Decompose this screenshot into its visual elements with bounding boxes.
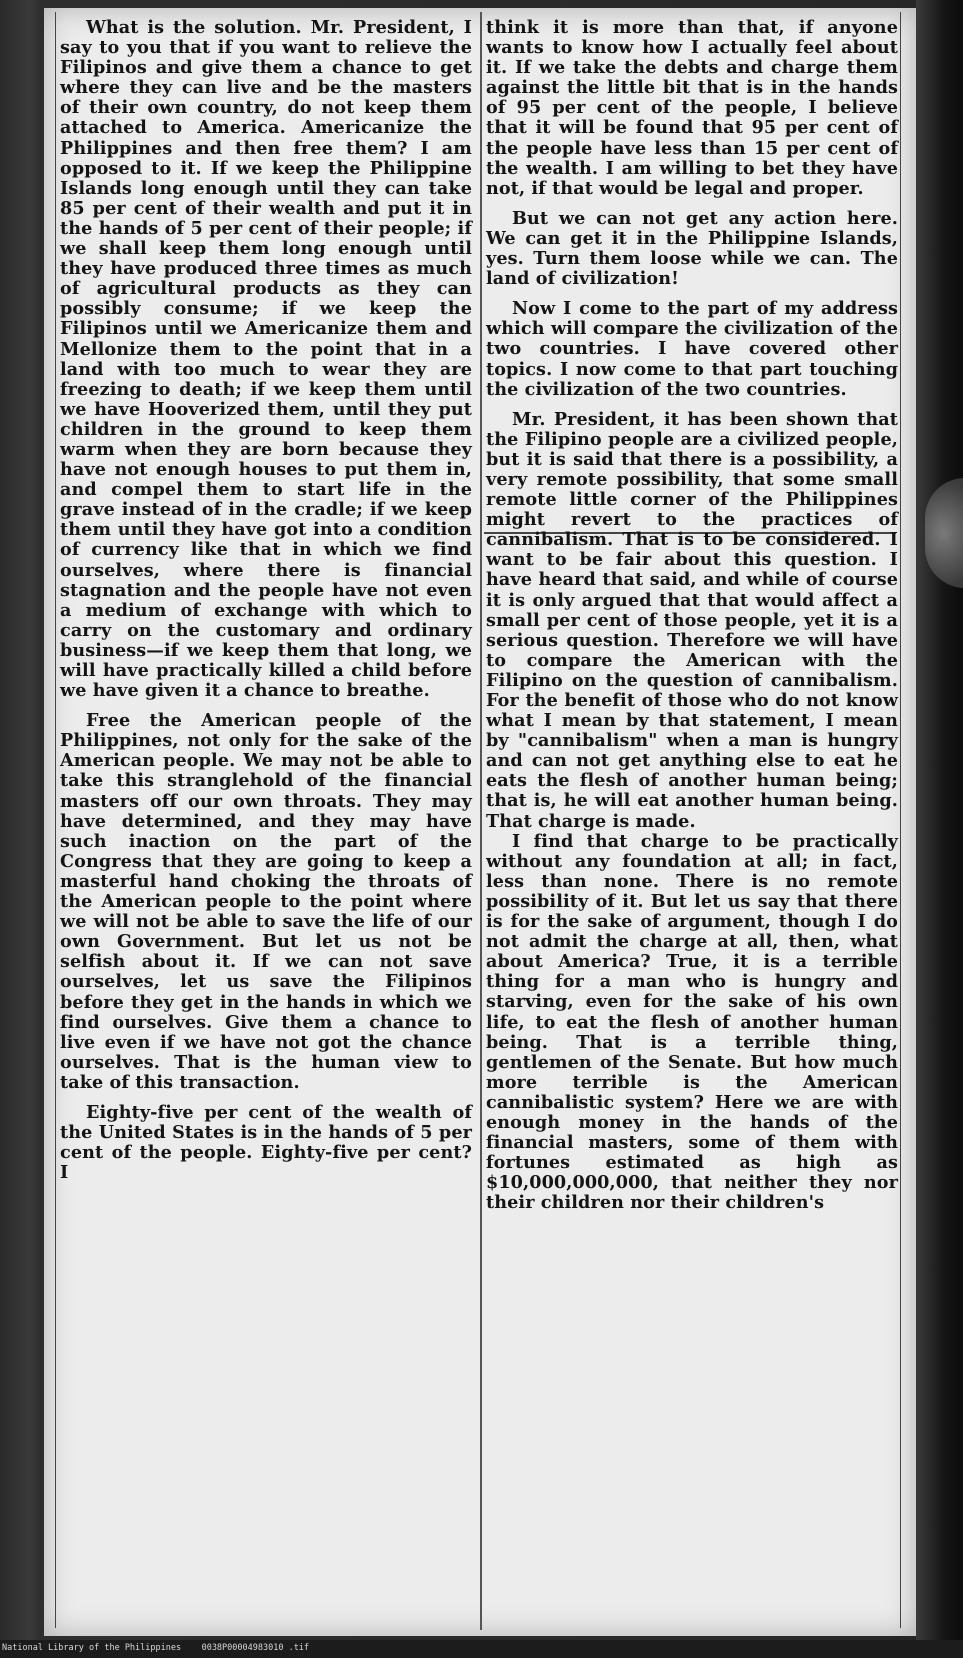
left-border-rule [55, 12, 56, 1628]
book-binding-edge [916, 0, 963, 1640]
paragraph: think it is more than that, if anyone wants to know how I actually feel about it. If we take the debts and charge them against the little bit that is in the hands of 95 per cent of the people, I believe that it will be found that 95 per cent of the people have less than 15 per cent of the wealth. I am willing to bet they have not, if that would be legal and proper. [486, 17, 898, 199]
column-divider [480, 12, 482, 1630]
scan-footer: National Library of the Philippines 0038P00004983010 .tif [2, 1643, 310, 1653]
paragraph: Eighty-five per cent of the wealth of the United States is in the hands of 5 per cent of the people. Eighty-five per cent? I [60, 1101, 472, 1184]
right-border-rule [900, 12, 901, 1628]
left-column [60, 18, 472, 1183]
paragraph: Now I come to the part of my address which will compare the civilization of the two countries. I have covered other topics. I now come to that part touching the civilization of the two countries. [486, 298, 898, 400]
paragraph: But we can not get any action here. We can get it in the Philippine Islands, yes. Turn them loose while we can. The land of civilization! [486, 207, 898, 290]
paragraph: I find that charge to be practically without any foundation at all; in fact, less than none. There is no remote possibility of it. But let us say that there is for the sake of argument, though I do not admit the charge at all, then, what about America? True, it is a terrible thing for a man who is hungry and starving, even for the sake of his own life, to eat the flesh of another human being. That is a terrible thing, gentlemen of the Senate. But how much more terrible is the American cannibalistic system? Here we are with enough money in the hands of the financial masters, some of them with fortunes estimated as high as $10,000,000,000, that neither they nor their children nor their children's [486, 830, 898, 1214]
paragraph: Free the American people of the Philippines, not only for the sake of the American people. We may not be able to take this stranglehold of the financial masters off our own throats. They may have determined, and they may have such inaction on the part of the Congress that they are going to keep a masterful hand choking the throats of the American people to the point where we will not be able to save the life of our own Government. But let us not be selfish about it. If we can not save ourselves, let us save the Filipinos before they get in the hands in which we find ourselves. Give them a chance to live even if we have not got the chance ourselves. That is the human view to take of this transaction. [60, 710, 472, 1093]
paragraph: Mr. President, it has been shown that the Filipino people are a civilized people, but it is said that there is a possibility, a very remote possibility, that some small remote little corner of the Philippines might revert to the practices of cannibalism. That is to be considered. I want to be fair about this question. I have heard that said, and while of course it is only argued that that would affect a small per cent of those people, yet it is a serious question. Therefore we will have to compare the American with the Filipino on the question of cannibalism. For the benefit of those who do not know what I mean by that statement, I mean by "cannibalism" when a man is hungry and can not get anything else to eat he eats the flesh of another human being; that is, he will eat another human being. That charge is made. [486, 408, 898, 832]
paragraph: What is the solution. Mr. President, I say to you that if you want to relieve the Filipinos and give them a chance to get where they can live and be the masters of their own country, do not keep them attached to America. Americanize the Philippines and then free them? I am opposed to it. If we keep the Philippine Islands long enough until they can take 85 per cent of their wealth and put it in the hands of 5 per cent of their people; if we shall keep them long enough until they have produced three times as much of agricultural products as they can possibly consume; if we keep the Filipinos until we Americanize them and Mellonize them to the point that in a land with too much to wear they are freezing to death; if we keep them until we have Hooverized them, until they put children in the ground to keep them warm when they are born because they have not enough houses to put them in, and compel them to start life in the grave instead of in the cradle; if we keep them until they have got into a condition of currency like that in which we find ourselves, where there is financial stagnation and the people have not even a medium of exchange with which to carry on the customary and ordinary business—if we keep them that long, we will have practically killed a child before we have given it a chance to breathe. [60, 17, 472, 702]
right-column [486, 18, 898, 1213]
